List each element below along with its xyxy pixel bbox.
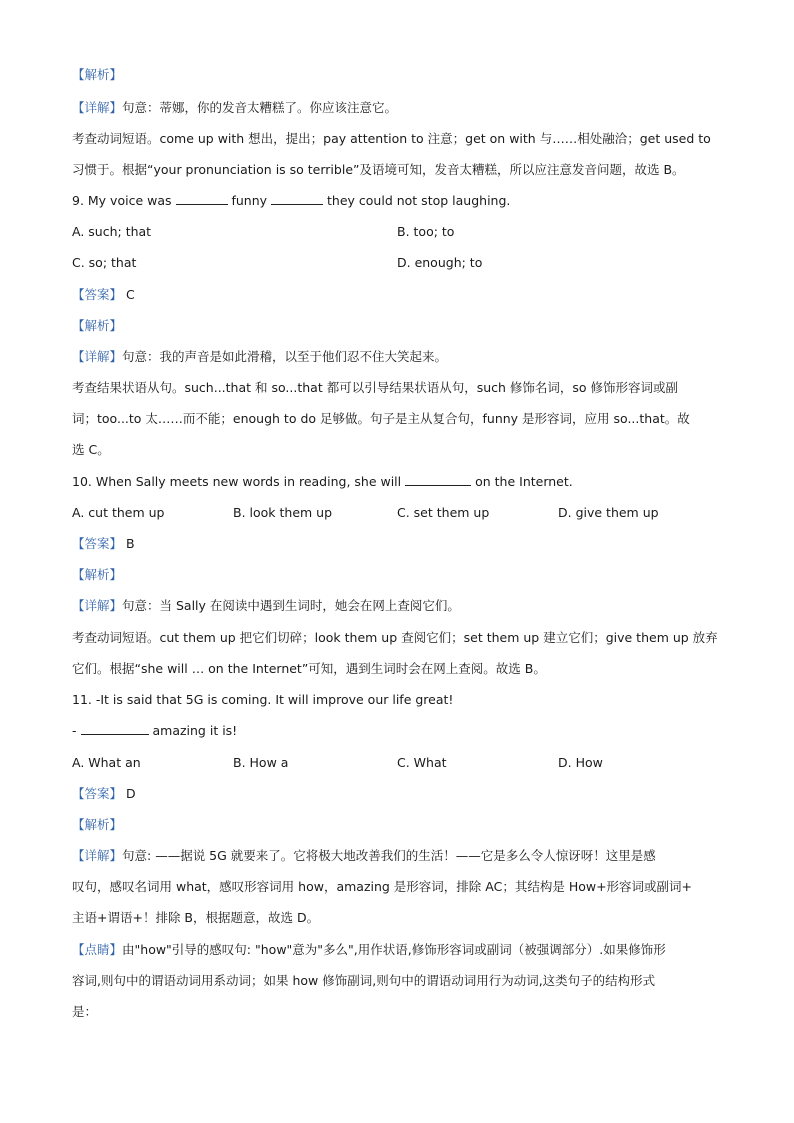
options-row <box>72 253 724 273</box>
detail-text: 句意: ——据说 5G 就要来了。它将极大地改善我们的生活！——它是多么令人惊讶呀！这里是感 <box>122 848 656 863</box>
analysis-tag: 【解析】 <box>72 567 123 582</box>
detail-tag: 【详解】 <box>72 349 123 364</box>
answer-value: D <box>126 786 136 801</box>
detail-tag: 【详解】 <box>72 848 123 863</box>
explanation-line: 主语+谓语+！排除 B，根据题意，故选 D。 <box>72 910 320 925</box>
option-c: C. set them up <box>397 505 490 520</box>
analysis-tag: 【解析】 <box>72 318 123 333</box>
analysis-tag: 【解析】 <box>72 817 123 832</box>
explanation-line: 词；too...to 太……而不能；enough to do 足够做。句子是主从复合句，funny 是形容词，应用 so...that。故 <box>72 411 690 426</box>
detail-line <box>72 846 724 866</box>
detail-text: 句意：当 Sally 在阅读中遇到生词时，她会在网上查阅它们。 <box>122 598 460 613</box>
answer-value: C <box>126 287 135 302</box>
answer-line <box>72 534 724 554</box>
explanation-line: 是： <box>72 1004 98 1019</box>
stem-part: 10. When Sally meets new words in reading, she will <box>72 474 402 489</box>
stem-part: funny <box>231 193 268 208</box>
option-d: D. enough; to <box>397 255 483 270</box>
answer-tag: 【答案】 <box>72 287 123 302</box>
answer-blank <box>405 472 471 486</box>
stem-part: they could not stop laughing. <box>327 193 511 208</box>
option-a: A. What an <box>72 755 141 770</box>
option-a: A. such; that <box>72 224 152 239</box>
question-11-stem: 11. -It is said that 5G is coming. It will improve our life great! <box>72 692 454 707</box>
point-line <box>72 940 724 960</box>
options-row <box>72 222 724 242</box>
stem-part: on the Internet. <box>475 474 573 489</box>
answer-value: B <box>126 536 135 551</box>
explanation-line: 考查结果状语从句。such...that 和 so...that 都可以引导结果状语从句，such 修饰名词，so 修饰形容词或副 <box>72 380 679 395</box>
explanation-line: 叹句，感叹名词用 what，感叹形容词用 how，amazing 是形容词，排除 AC；其结构是 How+形容词或副词+ <box>72 879 693 894</box>
detail-line <box>72 596 724 616</box>
answer-line <box>72 285 724 305</box>
point-text: 由"how"引导的感叹句: "how"意为"多么",用作状语,修饰形容词或副词（被强调部分）.如果修饰形 <box>122 942 666 957</box>
analysis-tag: 【解析】 <box>72 67 123 82</box>
stem-part: - <box>72 723 77 738</box>
point-tag: 【点睛】 <box>72 942 123 957</box>
analysis-heading <box>72 815 724 835</box>
detail-line <box>72 347 724 367</box>
option-d: D. How <box>558 755 603 770</box>
option-b: B. look them up <box>233 505 333 520</box>
question-10-stem <box>72 472 724 492</box>
question-11-reply <box>72 721 724 741</box>
option-d: D. give them up <box>558 505 659 520</box>
detail-tag: 【详解】 <box>72 100 123 115</box>
answer-tag: 【答案】 <box>72 536 123 551</box>
option-b: B. too; to <box>397 224 455 239</box>
answer-blank <box>176 191 228 205</box>
detail-text: 句意：我的声音是如此滑稽，以至于他们忍不住大笑起来。 <box>122 349 448 364</box>
answer-line <box>72 784 724 804</box>
explanation-line: 选 C。 <box>72 442 110 457</box>
options-row <box>72 753 724 773</box>
analysis-heading <box>72 565 724 585</box>
explanation-line: 习惯于。根据“your pronunciation is so terrible”及语境可知，发音太糟糕，所以应注意发音问题，故选 B。 <box>72 162 685 177</box>
answer-blank <box>271 191 323 205</box>
analysis-heading <box>72 65 724 85</box>
option-a: A. cut them up <box>72 505 165 520</box>
detail-tag: 【详解】 <box>72 598 123 613</box>
stem-part: 9. My voice was <box>72 193 172 208</box>
analysis-heading <box>72 316 724 336</box>
stem-part: amazing it is! <box>152 723 238 738</box>
answer-tag: 【答案】 <box>72 786 123 801</box>
options-row <box>72 503 724 523</box>
explanation-line: 它们。根据“she will … on the Internet”可知，遇到生词时会在网上查阅。故选 B。 <box>72 661 546 676</box>
question-9-stem <box>72 191 724 211</box>
explanation-line: 容词,则句中的谓语动词用系动词；如果 how 修饰副词,则句中的谓语动词用行为动词,这类句子的结构形式 <box>72 973 656 988</box>
explanation-line: 考查动词短语。come up with 想出，提出；pay attention to 注意；get on with 与……相处融洽；get used to <box>72 131 711 146</box>
detail-line <box>72 98 724 118</box>
option-b: B. How a <box>233 755 289 770</box>
option-c: C. so; that <box>72 255 137 270</box>
answer-blank <box>81 721 149 735</box>
explanation-line: 考查动词短语。cut them up 把它们切碎；look them up 查阅它们；set them up 建立它们；give them up 放弃 <box>72 630 718 645</box>
option-c: C. What <box>397 755 447 770</box>
detail-text: 句意：蒂娜，你的发音太糟糕了。你应该注意它。 <box>122 100 398 115</box>
